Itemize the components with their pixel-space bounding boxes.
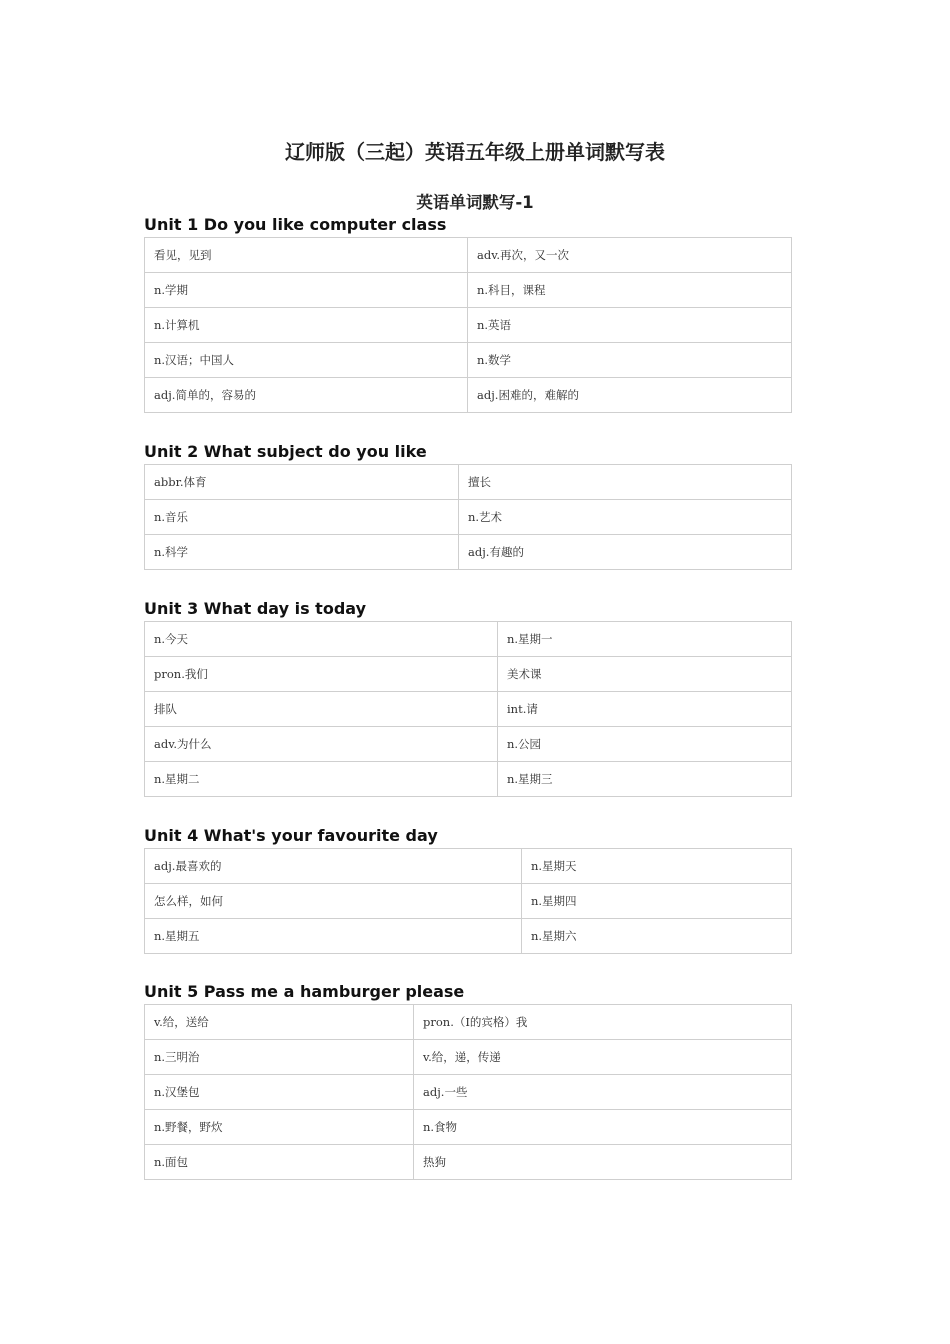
- vocab-cell-left: n.计算机: [145, 308, 468, 343]
- vocab-cell-right: adj.困难的，难解的: [468, 378, 792, 413]
- vocab-cell-right: adv.再次，又一次: [468, 238, 792, 273]
- vocab-cell-right: n.星期天: [522, 849, 792, 884]
- table-row: [145, 273, 792, 308]
- vocab-cell-left: 怎么样，如何: [145, 884, 522, 919]
- unit-block: [144, 213, 792, 413]
- unit-block: [144, 597, 792, 797]
- vocab-cell-right: n.食物: [414, 1110, 792, 1145]
- vocab-cell-left: n.星期五: [145, 919, 522, 954]
- unit-heading: Unit 1 Do you like computer class: [144, 215, 447, 234]
- table-row: [145, 308, 792, 343]
- vocab-cell-right: n.数学: [468, 343, 792, 378]
- vocab-table: [144, 464, 792, 570]
- vocab-cell-left: adv.为什么: [145, 727, 498, 762]
- table-row: [145, 762, 792, 797]
- table-row: [145, 465, 792, 500]
- vocab-cell-left: adj.最喜欢的: [145, 849, 522, 884]
- document-title: 辽师版（三起）英语五年级上册单词默写表: [285, 140, 665, 164]
- vocab-cell-left: 排队: [145, 692, 498, 727]
- vocab-table: [144, 237, 792, 413]
- table-row: [145, 1110, 792, 1145]
- table-row: [145, 535, 792, 570]
- vocab-cell-right: n.星期一: [498, 622, 792, 657]
- vocab-cell-right: 擅长: [459, 465, 792, 500]
- vocab-cell-right: 热狗: [414, 1145, 792, 1180]
- vocab-cell-left: v.给，送给: [145, 1005, 414, 1040]
- vocab-cell-right: n.星期六: [522, 919, 792, 954]
- vocab-cell-left: n.星期二: [145, 762, 498, 797]
- vocab-cell-right: n.英语: [468, 308, 792, 343]
- vocab-cell-right: n.星期四: [522, 884, 792, 919]
- vocab-cell-right: v.给，递，传递: [414, 1040, 792, 1075]
- vocab-cell-right: n.艺术: [459, 500, 792, 535]
- vocab-cell-left: n.野餐，野炊: [145, 1110, 414, 1145]
- vocab-table: [144, 621, 792, 797]
- table-row: [145, 884, 792, 919]
- vocab-cell-left: n.汉堡包: [145, 1075, 414, 1110]
- vocab-cell-right: pron.（I的宾格）我: [414, 1005, 792, 1040]
- table-row: [145, 1005, 792, 1040]
- table-row: [145, 727, 792, 762]
- table-row: [145, 657, 792, 692]
- table-row: [145, 919, 792, 954]
- table-row: [145, 1145, 792, 1180]
- unit-heading: Unit 4 What's your favourite day: [144, 826, 438, 845]
- vocab-cell-left: n.学期: [145, 273, 468, 308]
- unit-block: [144, 440, 792, 570]
- vocab-table: [144, 848, 792, 954]
- vocab-cell-left: abbr.体育: [145, 465, 459, 500]
- unit-heading: Unit 3 What day is today: [144, 599, 367, 618]
- vocab-cell-left: adj.简单的，容易的: [145, 378, 468, 413]
- table-row: [145, 849, 792, 884]
- vocab-cell-left: 看见，见到: [145, 238, 468, 273]
- vocab-cell-left: n.今天: [145, 622, 498, 657]
- vocab-cell-right: adj.一些: [414, 1075, 792, 1110]
- vocab-cell-left: n.三明治: [145, 1040, 414, 1075]
- table-row: [145, 692, 792, 727]
- vocab-cell-left: n.音乐: [145, 500, 459, 535]
- table-row: [145, 622, 792, 657]
- vocab-cell-right: adj.有趣的: [459, 535, 792, 570]
- vocab-cell-right: n.公园: [498, 727, 792, 762]
- unit-heading: Unit 2 What subject do you like: [144, 442, 427, 461]
- vocab-cell-left: n.科学: [145, 535, 459, 570]
- unit-block: [144, 824, 792, 954]
- section-title: 英语单词默写-1: [416, 193, 534, 212]
- vocab-cell-left: pron.我们: [145, 657, 498, 692]
- table-row: [145, 378, 792, 413]
- vocab-cell-left: n.面包: [145, 1145, 414, 1180]
- vocab-cell-right: n.星期三: [498, 762, 792, 797]
- table-row: [145, 343, 792, 378]
- vocab-cell-right: int.请: [498, 692, 792, 727]
- vocab-cell-right: 美术课: [498, 657, 792, 692]
- unit-block: [144, 980, 792, 1180]
- vocab-cell-right: n.科目，课程: [468, 273, 792, 308]
- table-row: [145, 1040, 792, 1075]
- vocab-cell-left: n.汉语；中国人: [145, 343, 468, 378]
- vocab-table: [144, 1004, 792, 1180]
- table-row: [145, 1075, 792, 1110]
- table-row: [145, 238, 792, 273]
- unit-heading: Unit 5 Pass me a hamburger please: [144, 982, 465, 1001]
- table-row: [145, 500, 792, 535]
